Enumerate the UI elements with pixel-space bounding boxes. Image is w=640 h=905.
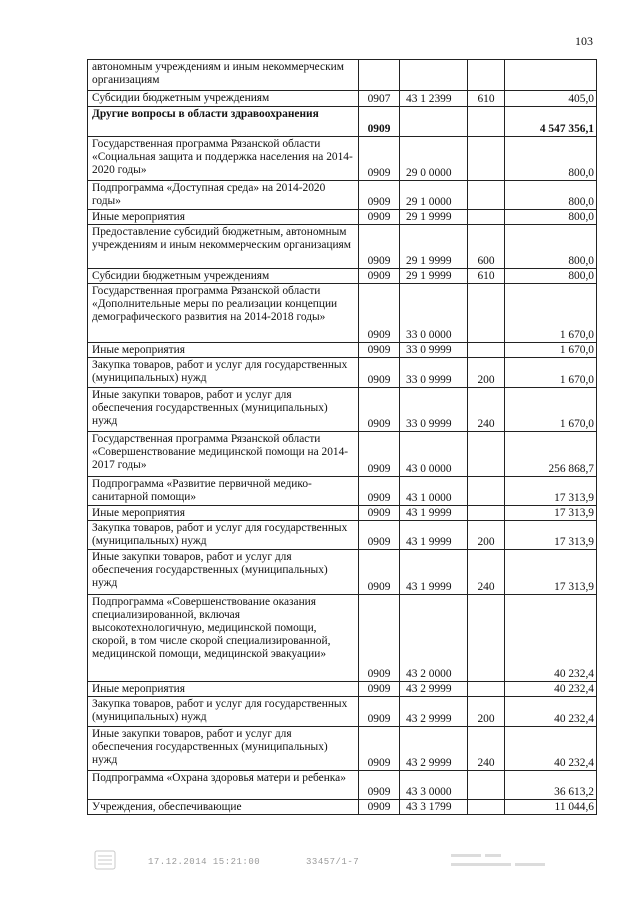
row-section: 0909 — [359, 771, 400, 800]
row-expense-type — [468, 595, 505, 682]
row-expense-type: 610 — [468, 269, 505, 284]
row-article — [400, 107, 468, 137]
row-amount: 40 232,4 — [505, 682, 597, 697]
row-section: 0909 — [359, 269, 400, 284]
row-expense-type — [468, 771, 505, 800]
row-name: Иные мероприятия — [88, 506, 359, 521]
table-row — [88, 727, 597, 771]
table-row — [88, 358, 597, 388]
row-section: 0907 — [359, 91, 400, 107]
row-section: 0909 — [359, 181, 400, 210]
row-name: Иные мероприятия — [88, 682, 359, 697]
row-section: 0909 — [359, 137, 400, 181]
row-expense-type: 200 — [468, 521, 505, 550]
row-section: 0909 — [359, 697, 400, 727]
row-expense-type: 240 — [468, 550, 505, 595]
row-name: Иные мероприятия — [88, 210, 359, 225]
row-expense-type: 240 — [468, 727, 505, 771]
page-number: 103 — [575, 34, 593, 48]
table-row — [88, 343, 597, 358]
row-article: 43 2 9999 — [400, 697, 468, 727]
row-name: Другие вопросы в области здравоохранения — [88, 107, 359, 137]
table-row — [88, 432, 597, 477]
row-section: 0909 — [359, 506, 400, 521]
row-expense-type — [468, 107, 505, 137]
table-row — [88, 91, 597, 107]
row-name: Учреждения, обеспечивающие — [88, 800, 359, 815]
row-expense-type — [468, 181, 505, 210]
table-row — [88, 595, 597, 682]
row-article: 33 0 9999 — [400, 343, 468, 358]
row-article: 29 1 9999 — [400, 225, 468, 269]
row-section: 0909 — [359, 477, 400, 506]
table-row — [88, 210, 597, 225]
row-article: 43 2 9999 — [400, 727, 468, 771]
table-row — [88, 521, 597, 550]
row-amount: 800,0 — [505, 225, 597, 269]
row-article: 43 2 9999 — [400, 682, 468, 697]
budget-table — [87, 59, 597, 815]
footer — [148, 857, 399, 867]
row-name: Государственная программа Рязанской области «Совершенствование медицинской помощи на 2014-2017 годы» — [88, 432, 359, 477]
row-expense-type — [468, 800, 505, 815]
table-row — [88, 284, 597, 343]
row-expense-type: 610 — [468, 91, 505, 107]
row-expense-type — [468, 506, 505, 521]
row-article: 29 1 9999 — [400, 210, 468, 225]
table-row — [88, 477, 597, 506]
table-row — [88, 388, 597, 432]
row-section: 0909 — [359, 107, 400, 137]
row-name: Иные закупки товаров, работ и услуг для обеспечения государственных (муниципальных) нужд — [88, 550, 359, 595]
row-section: 0909 — [359, 284, 400, 343]
row-article: 43 0 0000 — [400, 432, 468, 477]
row-section: 0909 — [359, 550, 400, 595]
row-article: 43 1 9999 — [400, 550, 468, 595]
row-section: 0909 — [359, 727, 400, 771]
row-article: 43 1 2399 — [400, 91, 468, 107]
row-amount: 17 313,9 — [505, 550, 597, 595]
table-row — [88, 269, 597, 284]
row-name: Субсидии бюджетным учреждениям — [88, 269, 359, 284]
row-expense-type — [468, 60, 505, 91]
row-amount: 256 868,7 — [505, 432, 597, 477]
row-expense-type: 200 — [468, 697, 505, 727]
row-name: Подпрограмма «Доступная среда» на 2014-2020 годы» — [88, 181, 359, 210]
row-expense-type — [468, 284, 505, 343]
row-name: Государственная программа Рязанской области «Дополнительные меры по реализации концепции демографического развития на 2014-2018 годы» — [88, 284, 359, 343]
table-row — [88, 550, 597, 595]
row-amount: 40 232,4 — [505, 727, 597, 771]
row-article — [400, 60, 468, 91]
row-name: Закупка товаров, работ и услуг для государственных (муниципальных) нужд — [88, 697, 359, 727]
row-name: Иные закупки товаров, работ и услуг для обеспечения государственных (муниципальных) нужд — [88, 388, 359, 432]
row-article: 43 1 0000 — [400, 477, 468, 506]
row-expense-type: 240 — [468, 388, 505, 432]
row-article: 43 3 1799 — [400, 800, 468, 815]
row-article: 29 1 0000 — [400, 181, 468, 210]
row-article: 29 1 9999 — [400, 269, 468, 284]
row-section: 0909 — [359, 521, 400, 550]
row-amount: 17 313,9 — [505, 521, 597, 550]
row-name: Иные закупки товаров, работ и услуг для обеспечения государственных (муниципальных) нужд — [88, 727, 359, 771]
row-section: 0909 — [359, 682, 400, 697]
row-amount: 800,0 — [505, 210, 597, 225]
row-expense-type: 600 — [468, 225, 505, 269]
row-amount — [505, 60, 597, 91]
table-row — [88, 771, 597, 800]
row-amount: 40 232,4 — [505, 595, 597, 682]
row-expense-type — [468, 477, 505, 506]
footer-date: 17.12.2014 15:21:00 — [148, 857, 261, 867]
row-article: 43 3 0000 — [400, 771, 468, 800]
row-section: 0909 — [359, 800, 400, 815]
row-name: Закупка товаров, работ и услуг для государственных (муниципальных) нужд — [88, 358, 359, 388]
row-name: Иные мероприятия — [88, 343, 359, 358]
row-section: 0909 — [359, 358, 400, 388]
row-article: 43 1 9999 — [400, 521, 468, 550]
row-amount: 1 670,0 — [505, 388, 597, 432]
row-amount: 800,0 — [505, 269, 597, 284]
table-row — [88, 60, 597, 91]
row-amount: 4 547 356,1 — [505, 107, 597, 137]
row-name: Субсидии бюджетным учреждениям — [88, 91, 359, 107]
table-row — [88, 225, 597, 269]
row-name: Закупка товаров, работ и услуг для государственных (муниципальных) нужд — [88, 521, 359, 550]
row-amount: 11 044,6 — [505, 800, 597, 815]
row-expense-type — [468, 432, 505, 477]
row-amount: 17 313,9 — [505, 477, 597, 506]
row-section: 0909 — [359, 225, 400, 269]
row-name: Подпрограмма «Развитие первичной медико-санитарной помощи» — [88, 477, 359, 506]
row-article: 43 2 0000 — [400, 595, 468, 682]
row-expense-type — [468, 210, 505, 225]
row-article: 29 0 0000 — [400, 137, 468, 181]
row-name: Подпрограмма «Охрана здоровья матери и ребенка» — [88, 771, 359, 800]
row-article: 33 0 0000 — [400, 284, 468, 343]
row-section — [359, 60, 400, 91]
table-row — [88, 682, 597, 697]
stamp-logo-icon — [92, 849, 118, 871]
stamp-blur-icon — [451, 851, 551, 873]
row-amount: 36 613,2 — [505, 771, 597, 800]
row-amount: 1 670,0 — [505, 343, 597, 358]
row-amount: 1 670,0 — [505, 358, 597, 388]
row-name: Государственная программа Рязанской области «Социальная защита и поддержка населения на 2014-2020 годы» — [88, 137, 359, 181]
row-amount: 17 313,9 — [505, 506, 597, 521]
row-article: 33 0 9999 — [400, 388, 468, 432]
row-amount: 405,0 — [505, 91, 597, 107]
table-row — [88, 107, 597, 137]
row-expense-type: 200 — [468, 358, 505, 388]
row-amount: 800,0 — [505, 181, 597, 210]
row-expense-type — [468, 343, 505, 358]
footer-doc-id: 33457/1-7 — [306, 857, 360, 867]
row-name: Подпрограмма «Совершенствование оказания специализированной, включая высокотехнологичную, медицинской помощи, скорой, в том числе скорой специализированной, медицинской помощи, медицинской эвакуации» — [88, 595, 359, 682]
table-row — [88, 697, 597, 727]
row-section: 0909 — [359, 343, 400, 358]
row-name: Предоставление субсидий бюджетным, автономным учреждениям и иным некоммерческим организациям — [88, 225, 359, 269]
row-expense-type — [468, 682, 505, 697]
table-row — [88, 181, 597, 210]
row-article: 33 0 9999 — [400, 358, 468, 388]
table-row — [88, 800, 597, 815]
row-section: 0909 — [359, 432, 400, 477]
row-amount: 40 232,4 — [505, 697, 597, 727]
row-section: 0909 — [359, 210, 400, 225]
row-amount: 1 670,0 — [505, 284, 597, 343]
row-amount: 800,0 — [505, 137, 597, 181]
table-row — [88, 506, 597, 521]
table-row — [88, 137, 597, 181]
row-expense-type — [468, 137, 505, 181]
budget-table-body — [88, 60, 597, 815]
row-section: 0909 — [359, 595, 400, 682]
row-article: 43 1 9999 — [400, 506, 468, 521]
row-section: 0909 — [359, 388, 400, 432]
row-name: автономным учреждениям и иным некоммерческим организациям — [88, 60, 359, 91]
